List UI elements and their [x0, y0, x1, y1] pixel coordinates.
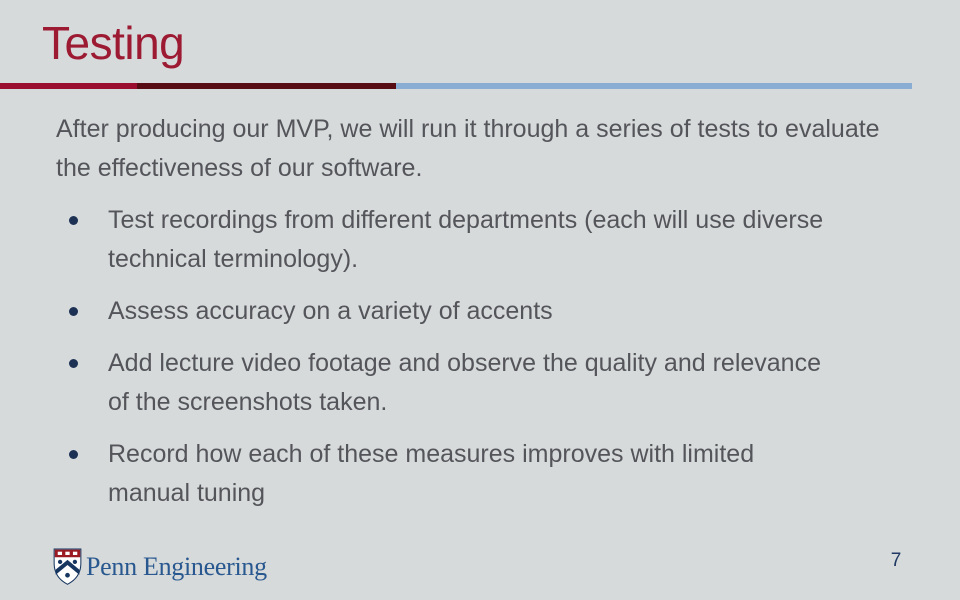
bullet-list [56, 201, 924, 513]
bullet-item [56, 435, 924, 513]
divider-crimson-segment [0, 83, 137, 89]
divider-maroon-segment [137, 83, 396, 89]
bullet-dot-icon [69, 307, 78, 316]
slide-body [56, 110, 924, 513]
bullet-text: Assess accuracy on a variety of accents [108, 297, 553, 325]
bullet-text: Test recordings from different departments (each will use diverse technical terminology). [108, 206, 824, 273]
bullet-text: Add lecture video footage and observe the quality and relevance of the screenshots taken. [108, 349, 821, 416]
bullet-item [56, 201, 924, 279]
intro-text: After producing our MVP, we will run it through a series of tests to evaluate the effectiveness of our software. [56, 115, 880, 182]
bullet-item [56, 292, 924, 331]
slide-title: Testing [42, 17, 185, 69]
logo-wordmark: Penn Engineering [86, 551, 267, 581]
bullet-dot-icon [69, 450, 78, 459]
page-number: 7 [890, 550, 902, 571]
divider-blue-segment [396, 83, 912, 89]
bullet-text: Record how each of these measures improves with limited manual tuning [108, 440, 755, 507]
penn-engineering-logo [53, 548, 267, 585]
penn-shield-icon [53, 548, 82, 585]
bullet-dot-icon [69, 359, 78, 368]
bullet-dot-icon [69, 216, 78, 225]
bullet-item [56, 344, 924, 422]
title-divider [0, 83, 960, 89]
